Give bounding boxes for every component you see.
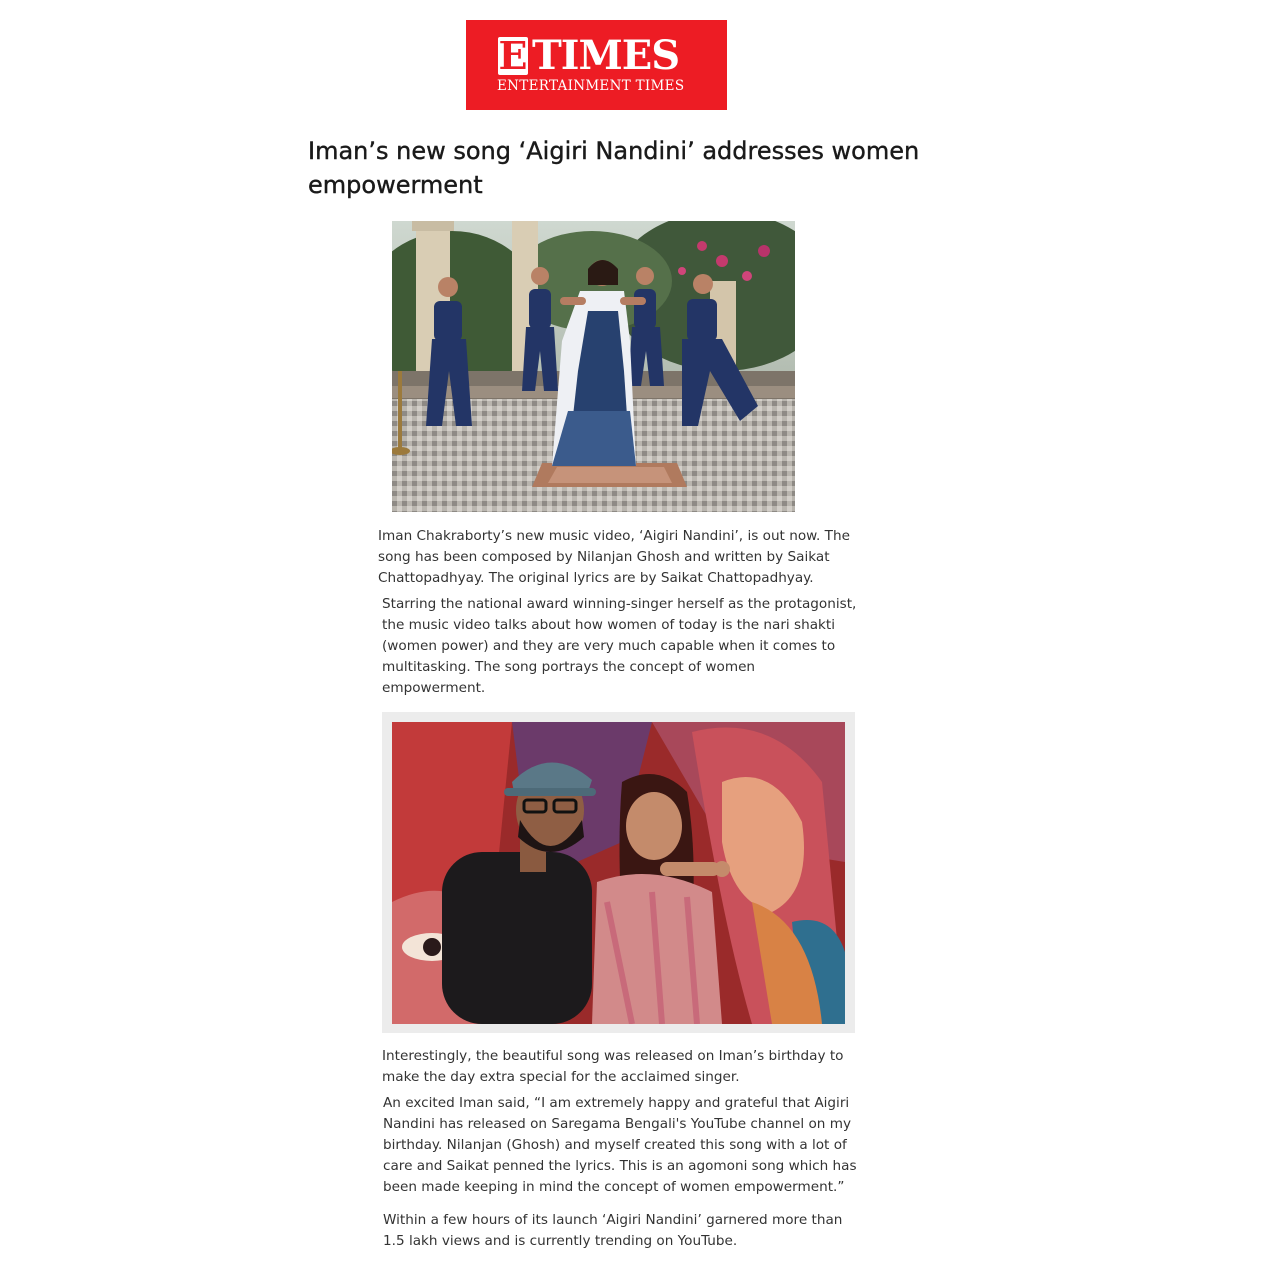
article-paragraph: Starring the national award winning-singer herself as the protagonist, the music video talks about how women of today is the nari shakti (women power) and they are very much capable when it comes to multitasking. The song portrays the concept of women empowerment.: [382, 596, 857, 696]
logo-e-mark: E: [498, 33, 528, 78]
article-headline: Iman’s new song ‘Aigiri Nandini’ addresses women empowerment: [308, 137, 920, 199]
singer-composer-photo: [392, 722, 845, 1024]
music-video-still-image: [392, 221, 795, 512]
article-paragraph: Iman Chakraborty’s new music video, ‘Aigiri Nandini’, is out now. The song has been composed by Nilanjan Ghosh and written by Saikat Chattopadhyay. The original lyrics are by Saikat Chattopadhyay.: [378, 528, 850, 586]
logo-word: TIMES: [532, 32, 680, 79]
photo-frame: [382, 712, 855, 1033]
logo-tagline: ENTERTAINMENT TIMES: [497, 78, 685, 94]
article-paragraph: Within a few hours of its launch ‘Aigiri Nandini’ garnered more than 1.5 lakh views and is currently trending on YouTube.: [383, 1212, 843, 1249]
etimes-logo: [466, 20, 727, 110]
article-paragraph: Interestingly, the beautiful song was released on Iman’s birthday to make the day extra special for the acclaimed singer.: [382, 1048, 844, 1085]
logo-wordmark: [498, 34, 679, 78]
article-paragraph: An excited Iman said, “I am extremely happy and grateful that Aigiri Nandini has released on Saregama Bengali's YouTube channel on my birthday. Nilanjan (Ghosh) and myself created this song with a lot of care and Saikat penned the lyrics. This is an agomoni song which has been made keeping in mind the concept of women empowerment.”: [383, 1095, 857, 1195]
